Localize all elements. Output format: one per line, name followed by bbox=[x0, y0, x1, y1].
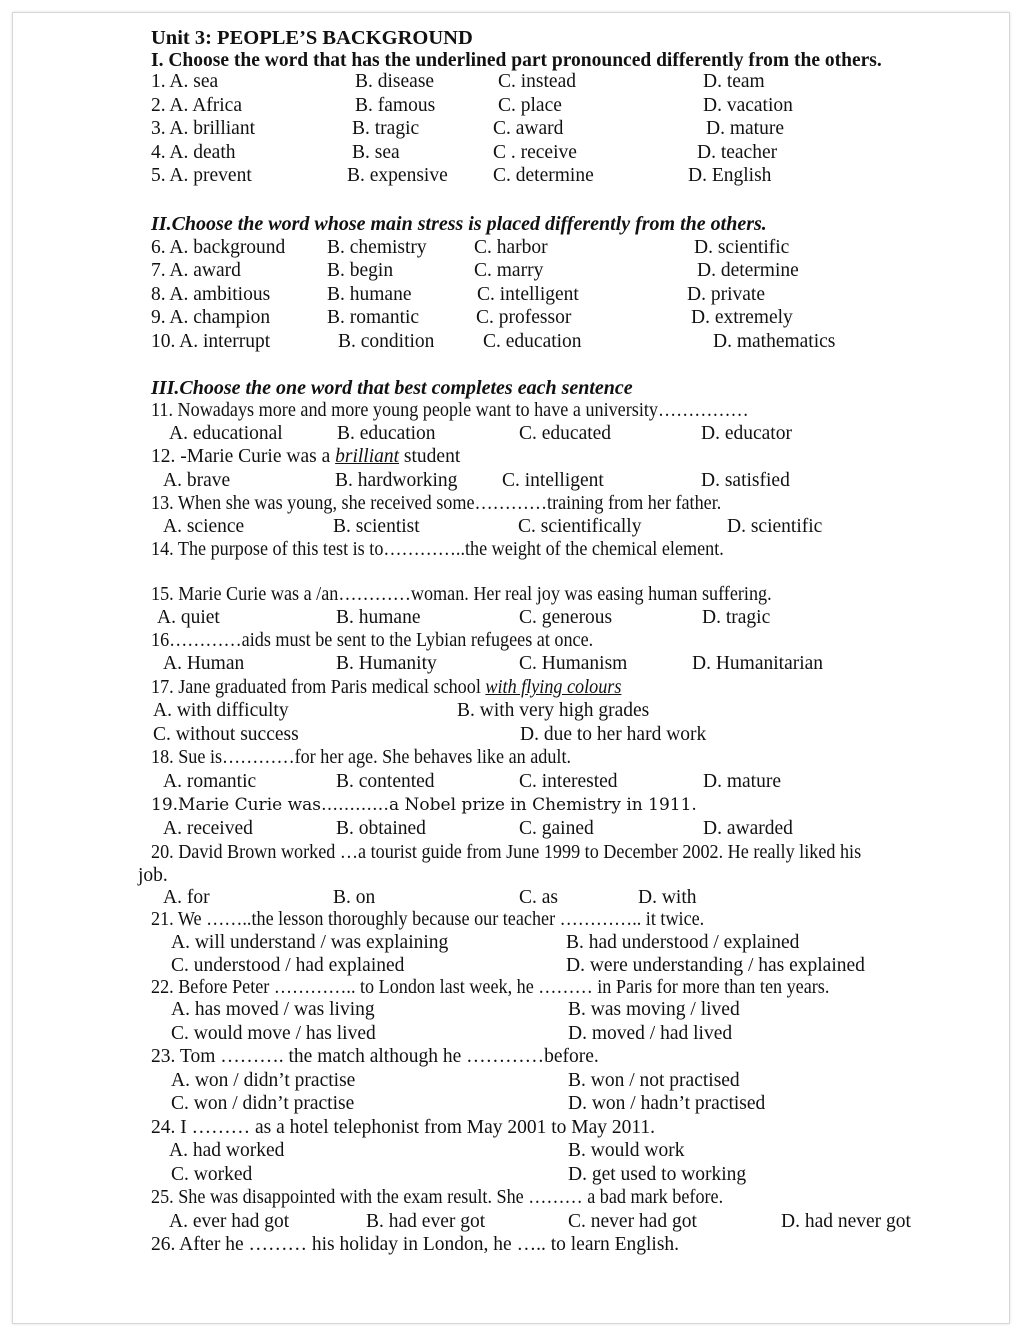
q17-stem: 17. Jane graduated from Paris medical school with flying colours bbox=[151, 677, 622, 698]
q2-option-d: D. vacation bbox=[703, 95, 793, 116]
q7-option-c: C. marry bbox=[474, 260, 544, 281]
q18-option-a: A. romantic bbox=[163, 771, 257, 792]
q15-option-a: A. quiet bbox=[157, 607, 220, 628]
q20-option-c: C. as bbox=[519, 887, 558, 908]
q14-stem: 14. The purpose of this test is to…………..the weight of the chemical element. bbox=[151, 539, 724, 560]
q22-option-d: D. moved / had lived bbox=[568, 1023, 733, 1044]
q17-option-a: A. with difficulty bbox=[153, 700, 289, 721]
q24-stem: 24. I ……… as a hotel telephonist from May 2001 to May 2011. bbox=[151, 1117, 656, 1138]
q4-option-d: D. teacher bbox=[697, 142, 778, 163]
q6-option-a: 6. A. background bbox=[151, 237, 286, 258]
q7-option-a: 7. A. award bbox=[151, 260, 241, 281]
q17-option-c: C. without success bbox=[153, 724, 299, 745]
q21-option-b: B. had understood / explained bbox=[566, 932, 800, 953]
q21-stem: 21. We ……..the lesson thoroughly because our teacher ………….. it twice. bbox=[151, 909, 705, 930]
q23-option-a: A. won / didn’t practise bbox=[171, 1070, 356, 1091]
q19-option-c: C. gained bbox=[519, 818, 594, 839]
q13-option-a: A. science bbox=[163, 516, 245, 537]
q5-option-b: B. expensive bbox=[347, 165, 448, 186]
q16-option-b: B. Humanity bbox=[336, 653, 437, 674]
q11-option-b: B. education bbox=[337, 423, 436, 444]
q18-option-d: D. mature bbox=[703, 771, 781, 792]
q20-option-a: A. for bbox=[163, 887, 210, 908]
q4-option-a: 4. A. death bbox=[151, 142, 236, 163]
q11-option-a: A. educational bbox=[169, 423, 283, 444]
q24-option-c: C. worked bbox=[171, 1164, 253, 1185]
q17-underlined-phrase: with flying colours bbox=[485, 677, 622, 698]
q4-option-b: B. sea bbox=[352, 142, 400, 163]
q7-option-b: B. begin bbox=[327, 260, 394, 281]
q10-option-b: B. condition bbox=[338, 331, 435, 352]
q25-option-a: A. ever had got bbox=[169, 1211, 290, 1232]
q24-option-b: B. would work bbox=[568, 1140, 685, 1161]
q2-option-c: C. place bbox=[498, 95, 562, 116]
q22-stem: 22. Before Peter ………….. to London last week, he ……… in Paris for more than ten years. bbox=[151, 977, 830, 998]
q1-option-c: C. instead bbox=[498, 71, 576, 92]
q8-option-c: C. intelligent bbox=[477, 284, 579, 305]
q25-stem: 25. She was disappointed with the exam result. She ……… a bad mark before. bbox=[151, 1187, 724, 1208]
q5-option-d: D. English bbox=[688, 165, 772, 186]
q9-option-b: B. romantic bbox=[327, 307, 420, 328]
q16-option-c: C. Humanism bbox=[519, 653, 628, 674]
section1-heading: I. Choose the word that has the underlined part pronounced differently from the others. bbox=[151, 50, 882, 71]
q18-option-b: B. contented bbox=[336, 771, 435, 792]
q25-option-c: C. never had got bbox=[568, 1211, 697, 1232]
q8-option-d: D. private bbox=[687, 284, 765, 305]
q5-option-c: C. determine bbox=[493, 165, 594, 186]
q13-option-d: D. scientific bbox=[727, 516, 823, 537]
q15-option-c: C. generous bbox=[519, 607, 613, 628]
section2-heading: II.Choose the word whose main stress is placed differently from the others. bbox=[151, 213, 767, 235]
q8-option-b: B. humane bbox=[327, 284, 412, 305]
q18-stem: 18. Sue is…………for her age. She behaves like an adult. bbox=[151, 747, 572, 768]
q22-option-a: A. has moved / was living bbox=[171, 999, 375, 1020]
q16-stem: 16…………aids must be sent to the Lybian refugees at once. bbox=[151, 630, 594, 651]
q23-option-b: B. won / not practised bbox=[568, 1070, 740, 1091]
q20-option-d: D. with bbox=[638, 887, 697, 908]
q10-option-a: 10. A. interrupt bbox=[151, 331, 271, 352]
q6-option-d: D. scientific bbox=[694, 237, 790, 258]
q1-option-d: D. team bbox=[703, 71, 765, 92]
q9-option-c: C. professor bbox=[476, 307, 572, 328]
q21-option-c: C. understood / had explained bbox=[171, 955, 405, 976]
section3-heading: III.Choose the one word that best completes each sentence bbox=[151, 377, 633, 399]
q12-option-c: C. intelligent bbox=[502, 470, 604, 491]
q19-option-b: B. obtained bbox=[336, 818, 426, 839]
q21-option-a: A. will understand / was explaining bbox=[171, 932, 449, 953]
q12-option-a: A. brave bbox=[163, 470, 231, 491]
page-title: Unit 3: PEOPLE’S BACKGROUND bbox=[151, 27, 473, 49]
q22-option-b: B. was moving / lived bbox=[568, 999, 740, 1020]
q11-option-d: D. educator bbox=[701, 423, 792, 444]
q3-option-d: D. mature bbox=[706, 118, 784, 139]
q23-option-c: C. won / didn’t practise bbox=[171, 1093, 355, 1114]
q3-option-a: 3. A. brilliant bbox=[151, 118, 256, 139]
q24-option-a: A. had worked bbox=[169, 1140, 285, 1161]
q9-option-a: 9. A. champion bbox=[151, 307, 271, 328]
q3-option-b: B. tragic bbox=[352, 118, 420, 139]
q1-option-b: B. disease bbox=[355, 71, 435, 92]
q20-option-b: B. on bbox=[333, 887, 376, 908]
q9-option-d: D. extremely bbox=[691, 307, 793, 328]
q12-option-d: D. satisfied bbox=[701, 470, 790, 491]
q25-option-d: D. had never got bbox=[781, 1211, 911, 1232]
q3-option-c: C. award bbox=[493, 118, 564, 139]
q13-option-b: B. scientist bbox=[333, 516, 420, 537]
q20-stem: 20. David Brown worked …a tourist guide from June 1999 to December 2002. He really liked his bbox=[151, 842, 862, 863]
q26-stem: 26. After he ……… his holiday in London, he ….. to learn English. bbox=[151, 1234, 680, 1255]
q2-option-b: B. famous bbox=[355, 95, 436, 116]
q15-stem: 15. Marie Curie was a /an…………woman. Her real joy was easing human suffering. bbox=[151, 584, 772, 605]
q13-option-c: C. scientifically bbox=[518, 516, 642, 537]
q11-stem: 11. Nowadays more and more young people want to have a university…………… bbox=[151, 400, 749, 421]
q23-stem: 23. Tom ………. the match although he …………before. bbox=[151, 1046, 599, 1067]
q10-option-c: C. education bbox=[483, 331, 582, 352]
q6-option-c: C. harbor bbox=[474, 237, 548, 258]
q7-option-d: D. determine bbox=[697, 260, 799, 281]
q4-option-c: C . receive bbox=[493, 142, 577, 163]
q12-stem: 12. -Marie Curie was a brilliant student bbox=[151, 446, 461, 467]
q15-option-d: D. tragic bbox=[702, 607, 771, 628]
q15-option-b: B. humane bbox=[336, 607, 421, 628]
q16-option-a: A. Human bbox=[163, 653, 245, 674]
q5-option-a: 5. A. prevent bbox=[151, 165, 252, 186]
q12-underlined-word: brilliant bbox=[335, 446, 400, 467]
q22-option-c: C. would move / has lived bbox=[171, 1023, 376, 1044]
q17-option-b: B. with very high grades bbox=[457, 700, 650, 721]
q19-option-a: A. received bbox=[163, 818, 253, 839]
q17-option-d: D. due to her hard work bbox=[520, 724, 707, 745]
q8-option-a: 8. A. ambitious bbox=[151, 284, 271, 305]
q18-option-c: C. interested bbox=[519, 771, 618, 792]
q20-stem-continued: job. bbox=[138, 865, 168, 886]
q10-option-d: D. mathematics bbox=[713, 331, 836, 352]
q6-option-b: B. chemistry bbox=[327, 237, 427, 258]
q23-option-d: D. won / hadn’t practised bbox=[568, 1093, 766, 1114]
q24-option-d: D. get used to working bbox=[568, 1164, 747, 1185]
q25-option-b: B. had ever got bbox=[366, 1211, 486, 1232]
q16-option-d: D. Humanitarian bbox=[692, 653, 824, 674]
q19-option-d: D. awarded bbox=[703, 818, 793, 839]
q2-option-a: 2. A. Africa bbox=[151, 95, 242, 116]
q12-option-b: B. hardworking bbox=[335, 470, 458, 491]
q1-option-a: 1. A. sea bbox=[151, 71, 219, 92]
q21-option-d: D. were understanding / has explained bbox=[566, 955, 865, 976]
q19-stem: 19.Marie Curie was…………a Nobel prize in Chemistry in 1911. bbox=[151, 795, 697, 815]
q13-stem: 13. When she was young, she received some…………training from her father. bbox=[151, 493, 722, 514]
q11-option-c: C. educated bbox=[519, 423, 612, 444]
